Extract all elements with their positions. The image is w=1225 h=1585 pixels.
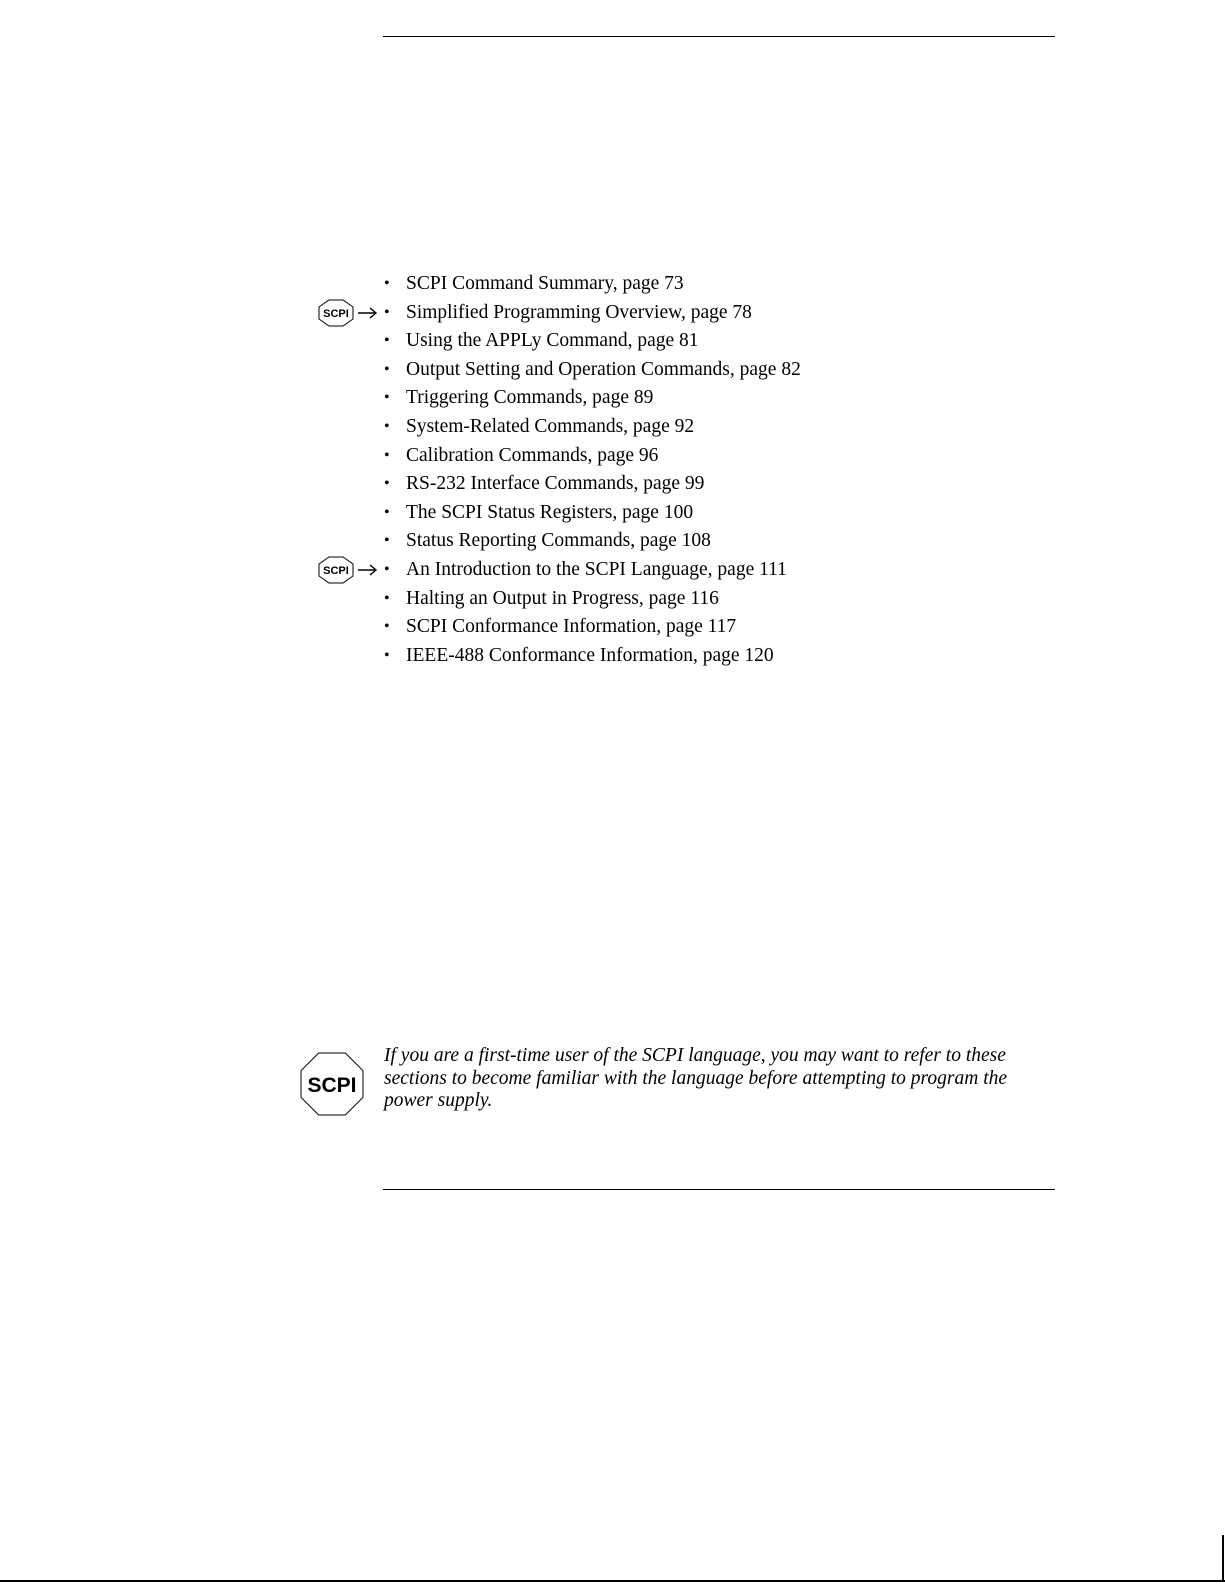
bullet: • — [384, 532, 390, 550]
list-item-label: System-Related Commands, page 92 — [406, 415, 695, 437]
bullet: • — [384, 417, 390, 435]
list-item-label: Using the APPLy Command, page 81 — [406, 330, 699, 352]
list-item — [384, 413, 801, 442]
bullet: • — [384, 389, 390, 407]
section-list — [323, 270, 801, 670]
list-item — [384, 270, 801, 299]
bottom-rule — [383, 1189, 1055, 1190]
list-item-label: Calibration Commands, page 96 — [406, 444, 659, 466]
list-item — [384, 356, 801, 385]
bullet: • — [384, 589, 390, 607]
scpi-stop-sign-label: SCPI — [307, 1074, 357, 1097]
list-item — [384, 384, 801, 413]
list-item — [384, 527, 801, 556]
bullet: • — [384, 618, 390, 636]
list-item — [384, 470, 801, 499]
bullet: • — [384, 275, 390, 292]
bullet: • — [384, 475, 390, 493]
list-item — [384, 613, 801, 642]
list-item — [323, 556, 801, 585]
list-item-label: Status Reporting Commands, page 108 — [406, 530, 711, 552]
list-item — [384, 327, 801, 356]
note-text: If you are a first-time user of the SCPI language, you may want to refer to these sections to become familiar with the language before attempting to program the power supply. — [384, 1045, 1008, 1111]
list-item-label: Halting an Output in Progress, page 116 — [406, 587, 719, 609]
page-corner-edge — [1222, 1535, 1224, 1581]
list-item — [384, 499, 801, 528]
list-item-label: SCPI Command Summary, page 73 — [406, 273, 684, 294]
scpi-marker-icon — [318, 556, 384, 584]
bullet: • — [384, 360, 390, 378]
list-item-label: Simplified Programming Overview, page 78 — [406, 301, 752, 323]
scpi-marker-icon — [318, 299, 384, 327]
list-item — [384, 442, 801, 471]
scpi-marker-label: SCPI — [323, 307, 349, 320]
bullet: • — [384, 446, 390, 464]
list-item — [384, 642, 801, 671]
bullet: • — [384, 646, 390, 664]
list-item-label: RS-232 Interface Commands, page 99 — [406, 473, 705, 495]
page-bottom-edge — [0, 1580, 1225, 1582]
list-item-label: SCPI Conformance Information, page 117 — [406, 616, 737, 638]
bullet: • — [384, 303, 390, 321]
bullet: • — [384, 332, 390, 350]
bullet: • — [384, 503, 390, 521]
top-rule — [383, 36, 1055, 37]
scpi-stop-sign-icon — [300, 1052, 364, 1116]
scpi-marker-label: SCPI — [323, 564, 349, 577]
list-item-label: IEEE-488 Conformance Information, page 120 — [406, 644, 774, 666]
bullet: • — [384, 560, 390, 578]
list-item-label: Output Setting and Operation Commands, page 82 — [406, 358, 801, 380]
list-item-label: The SCPI Status Registers, page 100 — [406, 501, 694, 523]
list-item-label: An Introduction to the SCPI Language, page 111 — [406, 558, 787, 580]
list-item — [323, 299, 801, 328]
list-item — [384, 585, 801, 614]
list-item-label: Triggering Commands, page 89 — [406, 387, 654, 409]
